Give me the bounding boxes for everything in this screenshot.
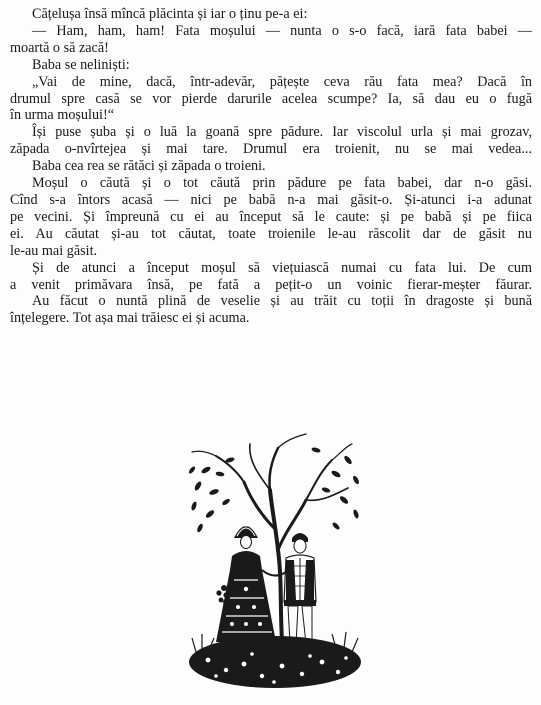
text-line: Și de atunci a început moșul să viețuiască numai cu fata lui. De cum: [32, 259, 532, 276]
text-line: le-au mai găsit.: [10, 242, 98, 259]
leaves-left: [188, 457, 235, 533]
leaves-right: [311, 447, 360, 531]
text-line: Baba cea rea se rătăci și zăpada o troieni.: [32, 158, 266, 175]
text-line: moartă o să zacă!: [10, 39, 109, 56]
wedding-couple-under-tree-illustration: [186, 430, 364, 696]
text-line: a venit primăvara însă, pe fată a pețit-o un voinic fierar-meșter făurar.: [10, 276, 532, 293]
text-line: zăpada o-nvîrtejea și mai tare. Drumul era troienit, nu se mai vedea...: [10, 141, 532, 158]
text-line: în urma moșului!“: [10, 107, 115, 124]
text-line: ei. Au căutat și-au tot căutat, toate troienile le-au răscolit dar de găsit nu: [10, 225, 532, 242]
text-line: pe vecini. Și împreună cu ei au început să le caute: și pe babă și pe fiica: [10, 208, 532, 225]
text-line: „Vai de mine, dacă, într-adevăr, pățește ceva rău fata mea? Dacă în: [32, 73, 532, 90]
text-line: înțelegere. Tot așa mai trăiesc ei și acuma.: [10, 310, 250, 327]
tree-drawing: [192, 434, 352, 640]
text-line: Cățelușa însă mîncă plăcinta și iar o ținu pe-a ei:: [32, 6, 308, 22]
text-line: Cînd s-a întors acasă — nici pe babă n-a mai găsit-o. Și-atunci i-a adunat: [10, 191, 532, 208]
text-line: drumul spre casă se vor pierde darurile acelea scumpe? Ia, să dau eu o fugă: [10, 90, 532, 107]
story-text: [10, 6, 532, 327]
text-line: Moșul o căută și o tot căută prin pădure pe fata babei, dar n-o găsi.: [32, 175, 532, 192]
text-line: — Ham, ham, ham! Fata moșului — nunta o s-o facă, iară fata babei —: [32, 22, 532, 39]
text-line: Baba se neliniști:: [32, 56, 130, 73]
ground-with-flowers: [189, 632, 361, 688]
text-line: Au făcut o nuntă plină de veselie și au trăit cu toții în dragoste și bună: [32, 293, 532, 310]
text-line: Își puse șuba și o luă la goană spre pădure. Iar viscolul urla și mai grozav,: [32, 124, 532, 141]
bride-figure: [216, 523, 276, 642]
